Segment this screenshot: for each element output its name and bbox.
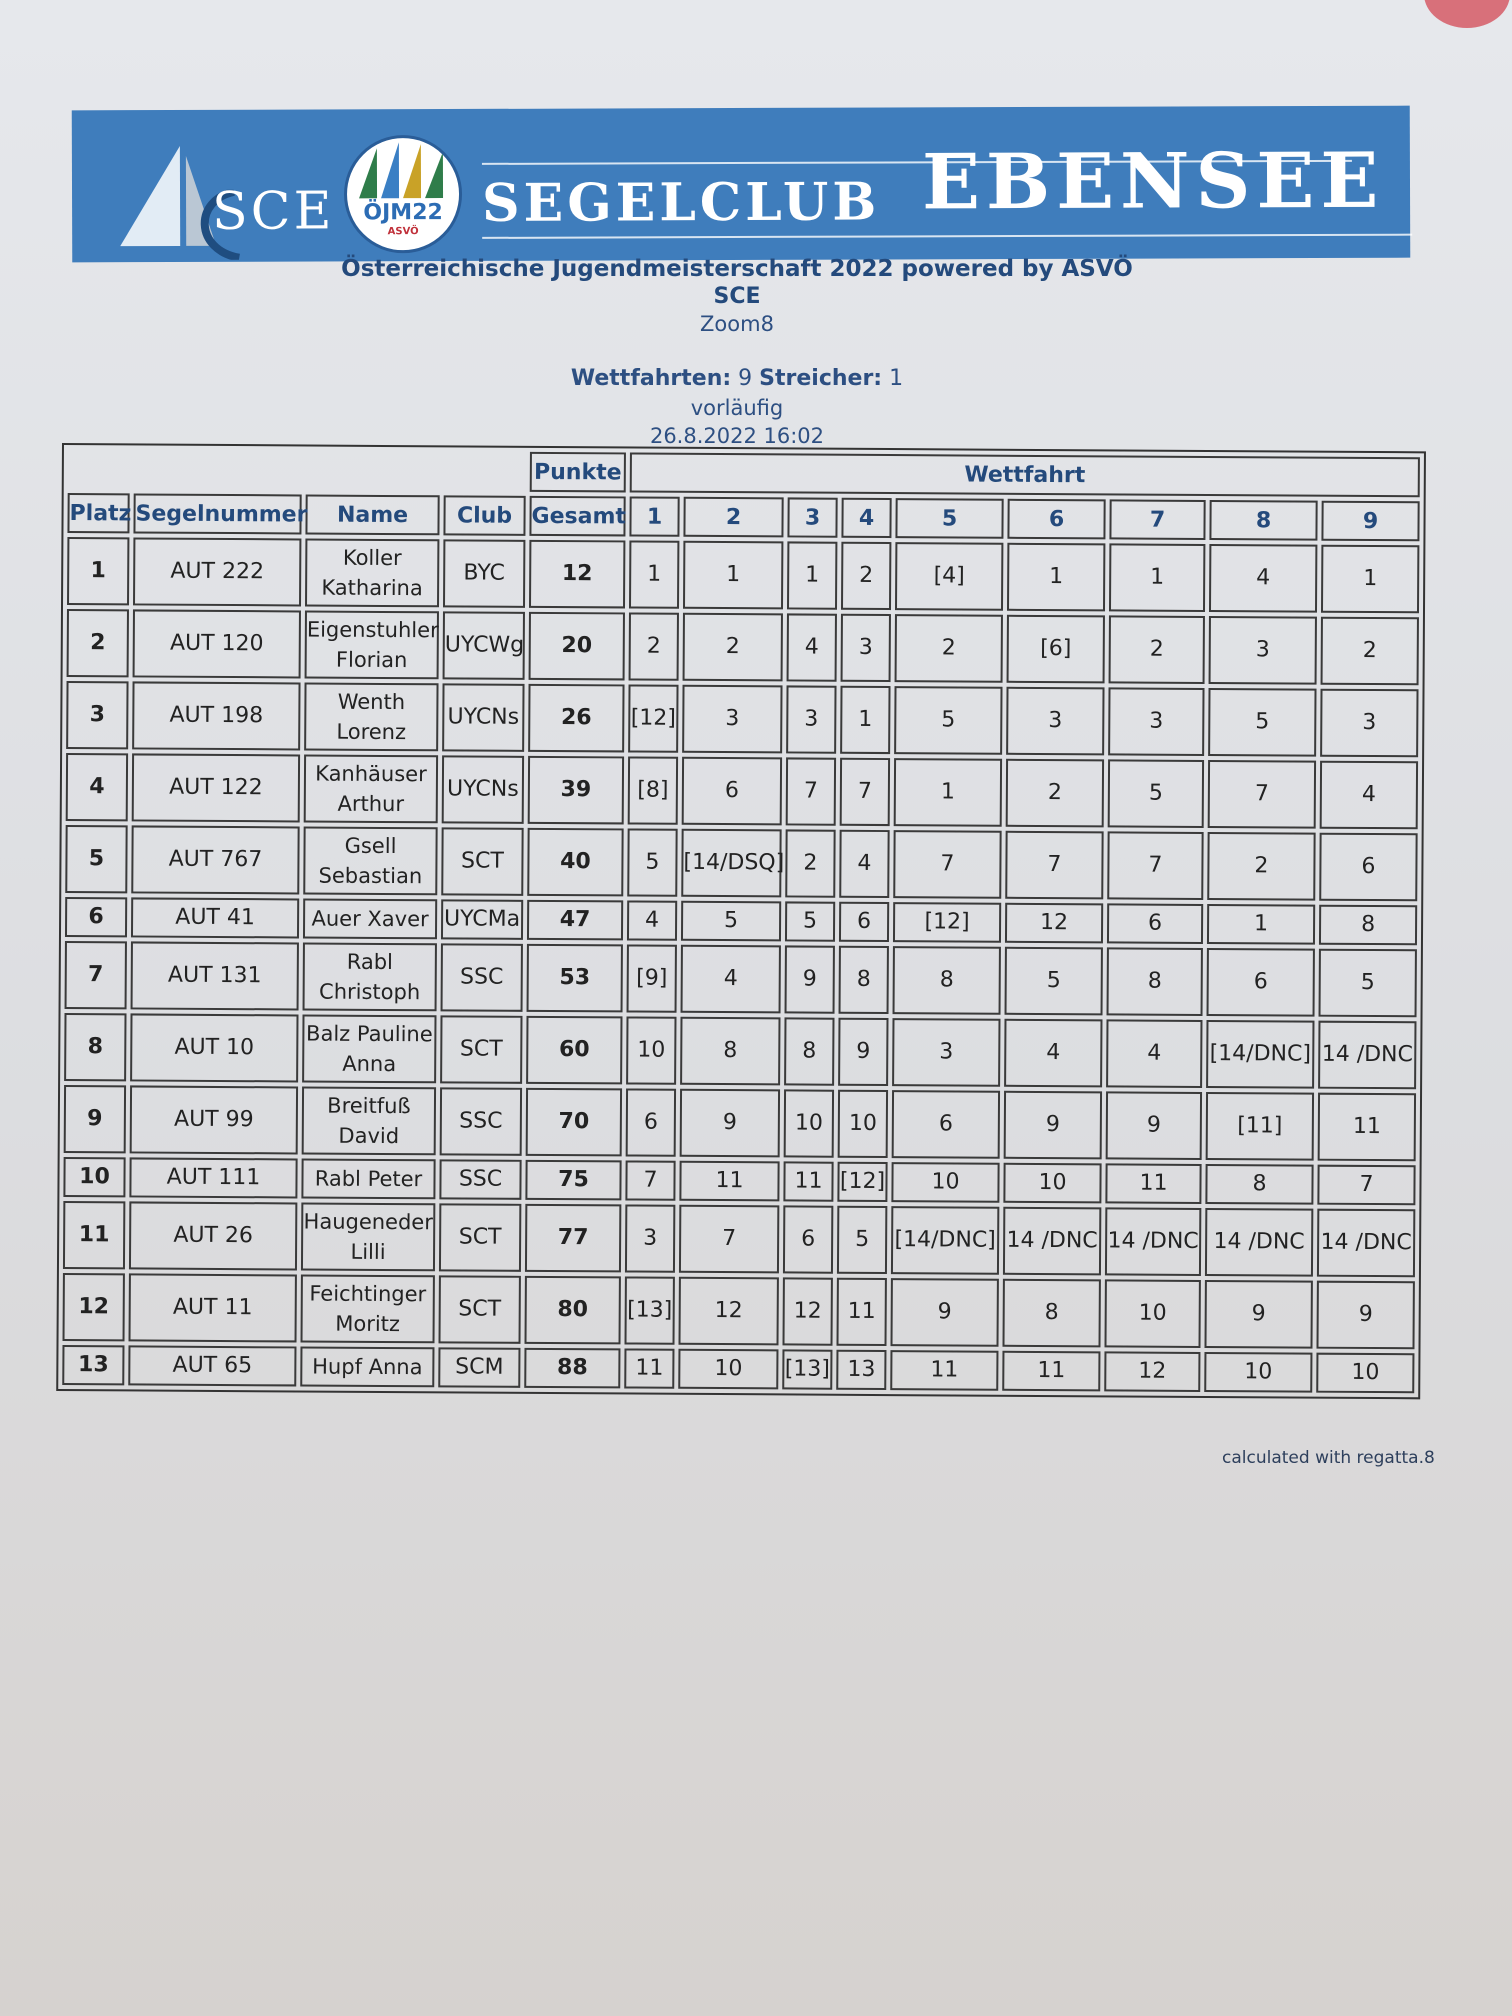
name-cell [301,1202,435,1271]
race-score-cell: 10 [891,1162,999,1203]
race-score-cell: 10 [1003,1163,1101,1204]
race-score-cell: 8 [1002,1279,1100,1348]
race-score-cell: 14 /DNC [1318,1021,1416,1090]
race-score-cell: [14/DNC] [1206,1020,1314,1089]
race-score-cell: 4 [1320,761,1418,830]
race-score-cell: 3 [786,685,836,753]
race-score-cell: 2 [841,542,891,610]
table-row [66,681,1418,757]
sail-number-cell: AUT 198 [132,681,300,750]
race-score-cell: 8 [893,946,1001,1015]
table-row [63,1157,1415,1205]
name-line-1: Rabl Peter [314,1166,423,1192]
race-score-cell: 3 [1108,687,1204,756]
name-line-2: Lorenz [336,719,407,745]
banner-rule-bottom [482,234,1412,239]
race-score-cell: 1 [1109,543,1205,612]
name-line-2: Christoph [319,979,421,1005]
race-score-cell: 3 [625,1204,675,1272]
sail-number-cell: AUT 65 [128,1345,296,1386]
race-score-cell: 2 [895,614,1003,683]
place-cell: 12 [63,1273,125,1341]
race-score-cell: 8 [1205,1164,1313,1205]
col-race-1: 1 [629,496,679,536]
race-score-cell: 9 [680,1089,780,1158]
race-score-cell: 14 /DNC [1317,1209,1415,1278]
total-cell: 20 [529,612,625,681]
race-score-cell: 2 [1321,617,1419,686]
name-line-1: Feichtinger [309,1281,427,1307]
race-summary [0,366,1474,391]
race-score-cell: 2 [1109,615,1205,684]
race-score-cell: 10 [626,1016,676,1084]
ojm22-seal-logo [344,135,462,253]
col-total: Gesamt [529,496,625,537]
race-score-cell: 3 [1320,689,1418,758]
race-score-cell: 9 [890,1278,998,1347]
race-score-cell: 13 [836,1350,886,1390]
total-cell: 70 [526,1088,622,1157]
club-name: SEGELCLUB [481,171,881,234]
total-cell: 75 [525,1160,621,1201]
name-line-2: Lilli [350,1239,386,1264]
place-cell: 8 [64,1013,126,1081]
total-cell: 60 [526,1016,622,1085]
name-line-1: Kanhäuser [315,761,427,787]
race-score-cell: 5 [894,686,1002,755]
race-score-cell: 3 [841,614,891,682]
col-race-4: 4 [841,498,891,538]
race-score-cell: 7 [1107,831,1203,900]
name-cell [301,1158,435,1199]
sail-number-cell: AUT 99 [130,1085,298,1154]
race-score-cell: 6 [892,1090,1000,1159]
total-cell: 40 [527,828,623,897]
race-score-cell: 7 [1317,1165,1415,1206]
col-race-2: 2 [683,497,783,538]
sail-number-cell: AUT 41 [131,897,299,938]
place-cell: 5 [65,825,127,893]
race-score-cell: 3 [892,1018,1000,1087]
name-cell [305,538,439,607]
name-cell [300,1346,434,1387]
table-row [63,1273,1415,1349]
status-text: vorläufig [690,396,784,420]
sail-number-cell: AUT 11 [129,1273,297,1342]
name-line-2: David [338,1123,400,1149]
race-score-cell: 2 [683,613,783,682]
race-score-cell: 7 [840,758,890,826]
col-race-7: 7 [1109,499,1205,540]
race-score-cell: [14/DNC] [891,1206,999,1275]
club-cell: SCT [441,827,523,895]
race-score-cell: 8 [1107,947,1203,1016]
table-row [64,1013,1416,1089]
race-score-cell: 2 [785,829,835,897]
race-score-cell: [6] [1007,615,1105,684]
sail-number-cell: AUT 120 [133,609,301,678]
race-score-cell: [12] [628,684,678,752]
place-cell: 4 [66,753,128,821]
place-cell: 1 [67,537,129,605]
total-cell: 12 [529,540,625,609]
col-sail: Segelnummer [133,493,301,534]
place-cell: 13 [62,1345,124,1385]
name-cell [304,754,438,823]
place-cell: 3 [66,681,128,749]
race-score-cell: 12 [1005,903,1103,944]
race-score-cell: 4 [1209,544,1317,613]
name-line-2: Katharina [321,575,423,601]
race-score-cell: 1 [1007,543,1105,612]
race-score-cell: 14 /DNC [1003,1207,1101,1276]
table-row [65,897,1417,945]
race-score-cell: [14/DSQ] [681,829,781,898]
results-body [62,537,1419,1393]
name-line-1: Rabl [346,949,393,975]
race-score-cell: [12] [893,902,1001,943]
col-place: Platz [67,493,129,533]
name-line-1: Auer Xaver [311,906,429,932]
race-score-cell: 12 [679,1277,779,1346]
race-score-cell: 6 [783,1205,833,1273]
club-cell: UYCMa [441,899,523,940]
race-score-cell: 10 [784,1089,834,1157]
club-cell: SCT [439,1275,521,1343]
races-value: 9 [738,366,753,391]
race-score-cell: 7 [786,757,836,825]
race-score-cell: 12 [783,1277,833,1345]
place-cell: 6 [65,897,127,937]
race-score-cell: 5 [627,828,677,896]
total-cell: 80 [525,1276,621,1345]
race-score-cell: [13] [782,1349,832,1389]
race-score-cell: 7 [1208,760,1316,829]
club-short: SCE [211,181,335,242]
seal-title: ÖJM22 [363,200,443,226]
race-score-cell: 2 [1207,832,1315,901]
footer-note: calculated with regatta.8 [1222,1448,1435,1468]
name-line-2: Sebastian [318,863,423,889]
club-city: EBENSEE [921,135,1385,227]
race-group-header: Wettfahrt [630,452,1420,497]
column-header-row [67,493,1419,541]
race-score-cell: [9] [627,944,677,1012]
name-line-1: Eigenstuhler [306,617,439,643]
table-row [65,825,1417,901]
sail-number-cell: AUT 122 [132,753,300,822]
place-cell: 11 [63,1201,125,1269]
race-score-cell: 11 [783,1161,833,1201]
col-race-5: 5 [895,498,1003,539]
table-row [62,1345,1414,1393]
place-cell: 9 [64,1085,126,1153]
race-score-cell: 14 /DNC [1105,1207,1201,1276]
race-score-cell: 9 [1316,1281,1414,1350]
race-score-cell: 3 [1006,687,1104,756]
seal-subtitle: ASVÖ [387,226,419,238]
race-score-cell: 1 [840,686,890,754]
race-score-cell: 9 [838,1018,888,1086]
name-line-2: Anna [342,1051,397,1077]
name-line-2: Moritz [335,1311,401,1337]
race-score-cell: 11 [679,1161,779,1202]
event-class: Zoom8 [700,312,774,336]
race-score-cell: 4 [1106,1019,1202,1088]
race-score-cell: 5 [1005,947,1103,1016]
race-score-cell: [4] [895,542,1003,611]
name-cell [303,942,437,1011]
race-score-cell: 4 [627,900,677,940]
name-line-1: Hupf Anna [312,1354,423,1380]
place-cell: 10 [63,1157,125,1197]
results-table-wrap [56,443,1422,1399]
results-table [56,443,1426,1399]
table-row [65,941,1417,1017]
club-cell: UYCWg [443,611,525,679]
race-score-cell: 9 [1204,1280,1312,1349]
race-score-cell: 11 [836,1278,886,1346]
col-name: Name [305,494,439,535]
race-score-cell: 3 [682,685,782,754]
race-score-cell: 14 /DNC [1205,1208,1313,1277]
name-line-1: Breitfuß [327,1093,411,1119]
timestamp: 26.8.2022 16:02 [649,424,825,448]
club-cell: SCM [438,1347,520,1388]
discards-value: 1 [889,366,904,391]
name-cell [303,826,437,895]
table-row [67,537,1419,613]
sail-number-cell: AUT 26 [129,1201,297,1270]
place-cell: 7 [65,941,127,1009]
red-sticker [1424,0,1510,28]
name-line-1: Wenth [337,689,406,715]
sail-number-cell: AUT 222 [133,537,301,606]
name-cell [304,682,438,751]
total-cell: 88 [524,1348,620,1389]
event-organizer: SCE [713,284,761,309]
race-score-cell: 10 [838,1090,888,1158]
race-score-cell: 1 [683,541,783,610]
race-score-cell: [8] [628,756,678,824]
club-cell: SCT [439,1203,521,1271]
table-row [64,1085,1416,1161]
race-score-cell: [13] [625,1276,675,1344]
col-race-9: 9 [1321,501,1419,542]
race-score-cell: 1 [1321,545,1419,614]
race-score-cell: 4 [1004,1019,1102,1088]
race-score-cell: 7 [679,1205,779,1274]
race-score-cell: 8 [1319,905,1417,946]
name-cell [301,1274,435,1343]
race-score-cell: 10 [678,1349,778,1390]
name-line-1: Balz Pauline [306,1021,433,1047]
col-race-6: 6 [1007,499,1105,540]
race-score-cell: 7 [625,1160,675,1200]
name-cell [303,898,437,939]
discards-label: Streicher: [759,366,883,391]
table-row [63,1201,1415,1277]
race-score-cell: 9 [785,945,835,1013]
race-score-cell: 4 [787,613,837,681]
race-score-cell: 3 [1209,616,1317,685]
total-cell: 47 [527,900,623,941]
total-cell: 26 [528,684,624,753]
race-score-cell: 12 [1104,1351,1200,1392]
race-score-cell: 8 [680,1017,780,1086]
race-score-cell: 5 [1208,688,1316,757]
race-score-cell: [11] [1206,1092,1314,1161]
club-banner [72,106,1411,263]
sail-number-cell: AUT 131 [131,941,299,1010]
race-score-cell: 5 [1319,949,1417,1018]
race-score-cell: 6 [1107,903,1203,944]
name-line-2: Florian [335,647,408,673]
race-score-cell: 11 [890,1350,998,1391]
club-cell: UYCNs [442,683,524,751]
sail-number-cell: AUT 111 [129,1157,297,1198]
name-line-1: Haugeneder [303,1209,433,1235]
race-score-cell: 1 [894,758,1002,827]
name-line-1: Koller [342,545,402,571]
race-score-cell: 2 [629,612,679,680]
race-score-cell: 9 [1004,1091,1102,1160]
race-score-cell: 9 [1106,1091,1202,1160]
club-cell: SCT [440,1015,522,1083]
total-cell: 39 [528,756,624,825]
race-score-cell: 4 [839,830,889,898]
race-score-cell: 7 [1005,831,1103,900]
name-cell [305,610,439,679]
club-cell: UYCNs [442,755,524,823]
race-score-cell: 11 [1318,1093,1416,1162]
name-cell [302,1014,436,1083]
total-cell: 77 [525,1204,621,1273]
name-line-1: Gsell [344,833,397,859]
race-score-cell: 6 [1207,948,1315,1017]
name-line-2: Arthur [337,791,405,817]
name-cell [302,1086,436,1155]
race-score-cell: 6 [682,757,782,826]
race-score-cell: 6 [1319,833,1417,902]
place-cell: 2 [67,609,129,677]
race-score-cell: 10 [1316,1353,1414,1394]
table-row [67,609,1419,685]
points-group-header: Punkte [530,452,626,493]
col-club: Club [443,495,525,536]
sail-number-cell: AUT 10 [130,1013,298,1082]
club-cell: SSC [439,1159,521,1200]
race-score-cell: 1 [787,541,837,609]
race-score-cell: 5 [1108,759,1204,828]
race-score-cell: 8 [784,1017,834,1085]
sail-number-cell: AUT 767 [131,825,299,894]
col-race-8: 8 [1209,500,1317,541]
race-score-cell: 4 [681,945,781,1014]
race-score-cell: [12] [837,1162,887,1202]
sails-emblem-icon [347,138,459,208]
race-score-cell: 8 [839,946,889,1014]
col-race-3: 3 [787,497,837,537]
race-score-cell: 1 [629,540,679,608]
race-score-cell: 7 [893,830,1001,899]
table-row [66,753,1418,829]
club-cell: BYC [443,539,525,607]
club-cell: SSC [441,943,523,1011]
race-score-cell: 11 [624,1348,674,1388]
header-blank [68,449,526,492]
race-score-cell: 10 [1204,1352,1312,1393]
event-title: Österreichische Jugendmeisterschaft 2022 powered by ASVÖ [341,256,1133,282]
total-cell: 53 [527,944,623,1013]
race-score-cell: 2 [1006,759,1104,828]
race-score-cell: 5 [785,901,835,941]
race-score-cell: 11 [1002,1351,1100,1392]
race-score-cell: 5 [837,1206,887,1274]
club-cell: SSC [440,1087,522,1155]
race-score-cell: 6 [839,902,889,942]
race-score-cell: 11 [1105,1163,1201,1204]
race-score-cell: 10 [1104,1279,1200,1348]
race-score-cell: 1 [1207,904,1315,945]
race-score-cell: 5 [681,901,781,942]
race-score-cell: 6 [626,1088,676,1156]
races-label: Wettfahrten: [570,366,732,391]
